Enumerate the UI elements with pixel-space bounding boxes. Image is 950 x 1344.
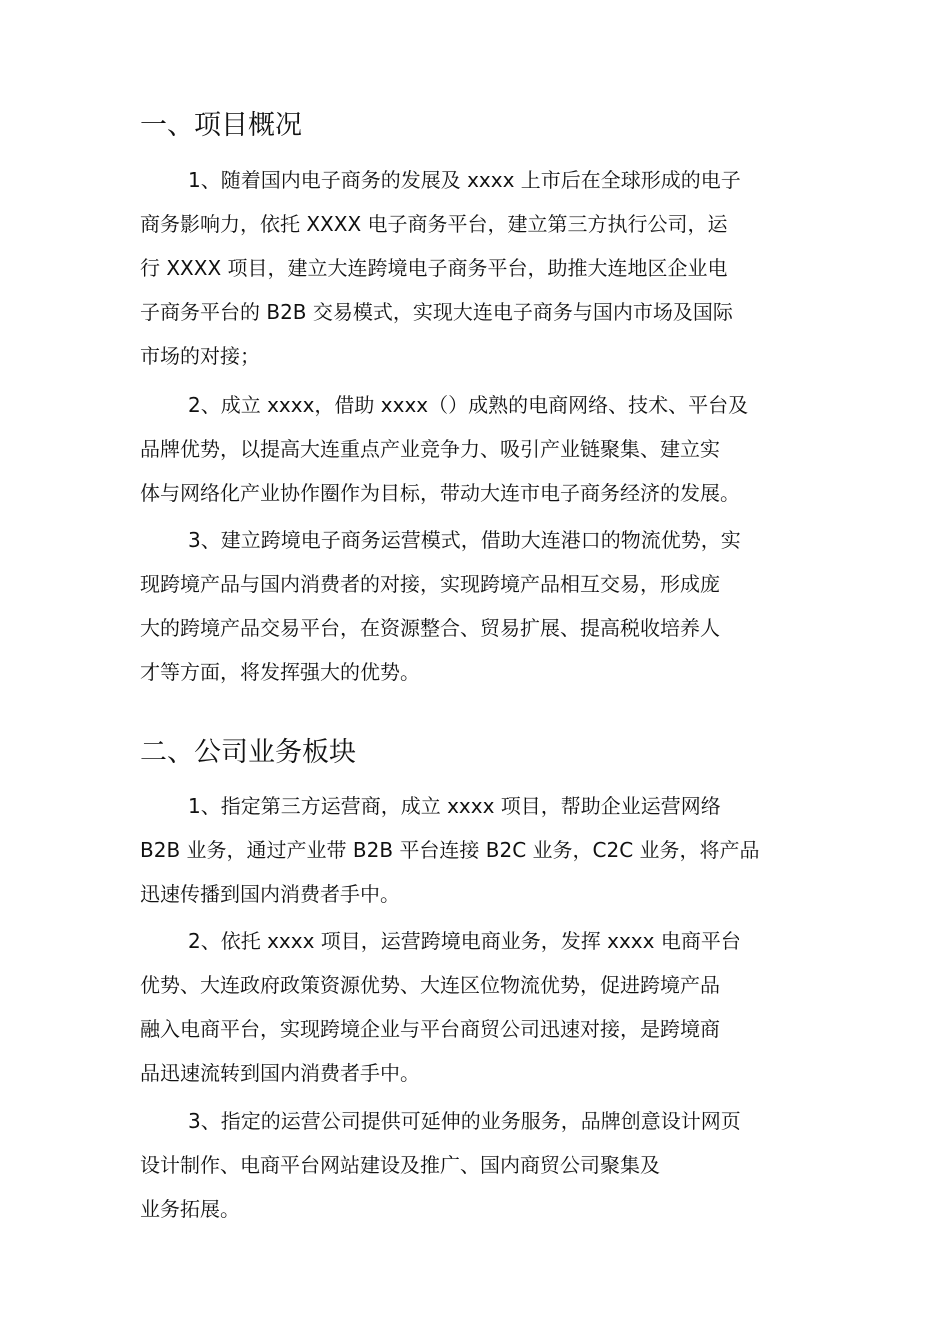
text-line: 品牌优势，以提高大连重点产业竞争力、吸引产业链聚集、建立实 [140, 437, 720, 461]
paragraph-business-1 [140, 784, 820, 916]
section-heading-project-overview: 一、项目概况 [140, 110, 302, 141]
text-line: 子商务平台的 B2B 交易模式，实现大连电子商务与国内市场及国际 [140, 300, 733, 324]
paragraph-business-3 [140, 1099, 820, 1231]
paragraph-overview-1 [140, 158, 820, 378]
text-line: 大的跨境产品交易平台，在资源整合、贸易扩展、提高税收培养人 [140, 616, 720, 640]
text-line: 2、成立 xxxx，借助 xxxx（）成熟的电商网络、技术、平台及 [188, 393, 749, 417]
text-line: 1、随着国内电子商务的发展及 xxxx 上市后在全球形成的电子 [188, 168, 741, 192]
text-line: 业务拓展。 [140, 1197, 240, 1221]
text-line: 3、指定的运营公司提供可延伸的业务服务，品牌创意设计网页 [188, 1109, 741, 1133]
text-line: 迅速传播到国内消费者手中。 [140, 882, 400, 906]
paragraph-business-2 [140, 919, 820, 1095]
text-line: 设计制作、电商平台网站建设及推广、国内商贸公司聚集及 [140, 1153, 660, 1177]
text-line: 市场的对接； [140, 344, 260, 368]
text-line: 融入电商平台，实现跨境企业与平台商贸公司迅速对接，是跨境商 [140, 1017, 720, 1041]
paragraph-overview-2 [140, 383, 820, 515]
text-line: 1、指定第三方运营商，成立 xxxx 项目，帮助企业运营网络 [188, 794, 721, 818]
text-line: 现跨境产品与国内消费者的对接，实现跨境产品相互交易，形成庞 [140, 572, 720, 596]
paragraph-overview-3 [140, 518, 820, 694]
section-heading-business-segments: 二、公司业务板块 [140, 737, 356, 768]
text-line: 3、建立跨境电子商务运营模式，借助大连港口的物流优势，实 [188, 528, 741, 552]
text-line: 才等方面，将发挥强大的优势。 [140, 660, 420, 684]
text-line: B2B 业务，通过产业带 B2B 平台连接 B2C 业务，C2C 业务，将产品 [140, 838, 760, 862]
text-line: 行 XXXX 项目，建立大连跨境电子商务平台，助推大连地区企业电 [140, 256, 728, 280]
text-line: 商务影响力，依托 XXXX 电子商务平台，建立第三方执行公司，运 [140, 212, 728, 236]
text-line: 体与网络化产业协作圈作为目标，带动大连市电子商务经济的发展。 [140, 481, 740, 505]
text-line: 2、依托 xxxx 项目，运营跨境电商业务，发挥 xxxx 电商平台 [188, 929, 741, 953]
text-line: 品迅速流转到国内消费者手中。 [140, 1061, 420, 1085]
text-line: 优势、大连政府政策资源优势、大连区位物流优势，促进跨境产品 [140, 973, 720, 997]
